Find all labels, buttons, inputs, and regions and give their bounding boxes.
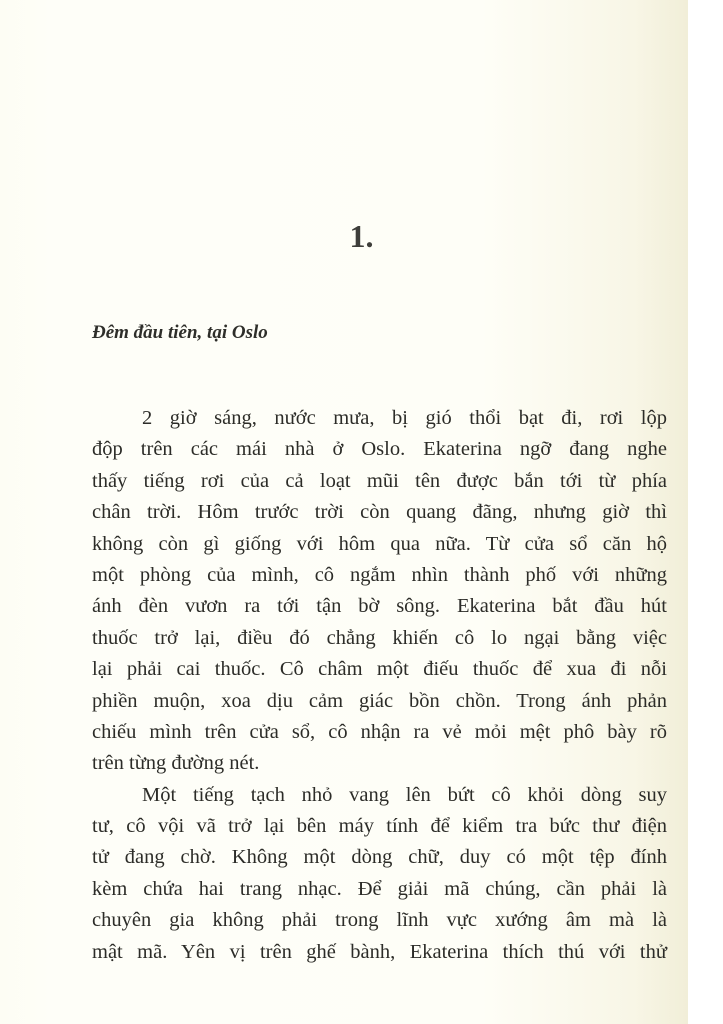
text-line: tử đang chờ. Không một dòng chữ, duy có một tệp đính bbox=[92, 846, 667, 869]
text-line: tư, cô vội vã trở lại bên máy tính để kiểm tra bức thư điện bbox=[92, 815, 667, 838]
text-line: thuốc trở lại, điều đó chẳng khiến cô lo ngại bằng việc bbox=[92, 626, 667, 649]
text-line: một phòng của mình, cô ngắm nhìn thành phố với những bbox=[92, 563, 667, 586]
section-title: Đêm đầu tiên, tại Oslo bbox=[92, 322, 268, 343]
show-through-text bbox=[90, 50, 660, 170]
paragraph-1 bbox=[92, 403, 667, 780]
text-line: 2 giờ sáng, nước mưa, bị gió thổi bạt đi, rơi lộp bbox=[142, 407, 667, 429]
paragraph-2 bbox=[92, 780, 667, 968]
text-line: chân trời. Hôm trước trời còn quang đãng, nhưng giờ thì bbox=[92, 501, 667, 524]
text-line: trên từng đường nét. bbox=[92, 752, 260, 775]
chapter-number: 1. bbox=[349, 218, 374, 254]
text-line: lại phải cai thuốc. Cô châm một điếu thuốc để xua đi nỗi bbox=[92, 658, 667, 681]
text-line: chuyên gia không phải trong lĩnh vực xướng âm mà là bbox=[92, 909, 667, 932]
text-line: chiếu mình trên cửa sổ, cô nhận ra vẻ mỏi mệt phô bày rõ bbox=[92, 720, 667, 743]
text-line: không còn gì giống với hôm qua nữa. Từ cửa sổ căn hộ bbox=[92, 532, 667, 555]
text-line: thấy tiếng rơi của cả loạt mũi tên được bắn tới từ phía bbox=[92, 469, 667, 492]
body-text bbox=[92, 403, 667, 968]
text-line: phiền muộn, xoa dịu cảm giác bồn chồn. Trong ánh phản bbox=[92, 689, 667, 712]
text-line: ánh đèn vươn ra tới tận bờ sông. Ekaterina bắt đầu hút bbox=[92, 595, 667, 618]
text-line: Một tiếng tạch nhỏ vang lên bứt cô khỏi dòng suy bbox=[142, 783, 667, 806]
text-line: kèm chứa hai trang nhạc. Để giải mã chúng, cần phải là bbox=[92, 877, 667, 900]
text-line: độp trên các mái nhà ở Oslo. Ekaterina ngỡ đang nghe bbox=[92, 438, 667, 461]
text-line: mật mã. Yên vị trên ghế bành, Ekaterina thích thú với thử bbox=[92, 940, 667, 963]
